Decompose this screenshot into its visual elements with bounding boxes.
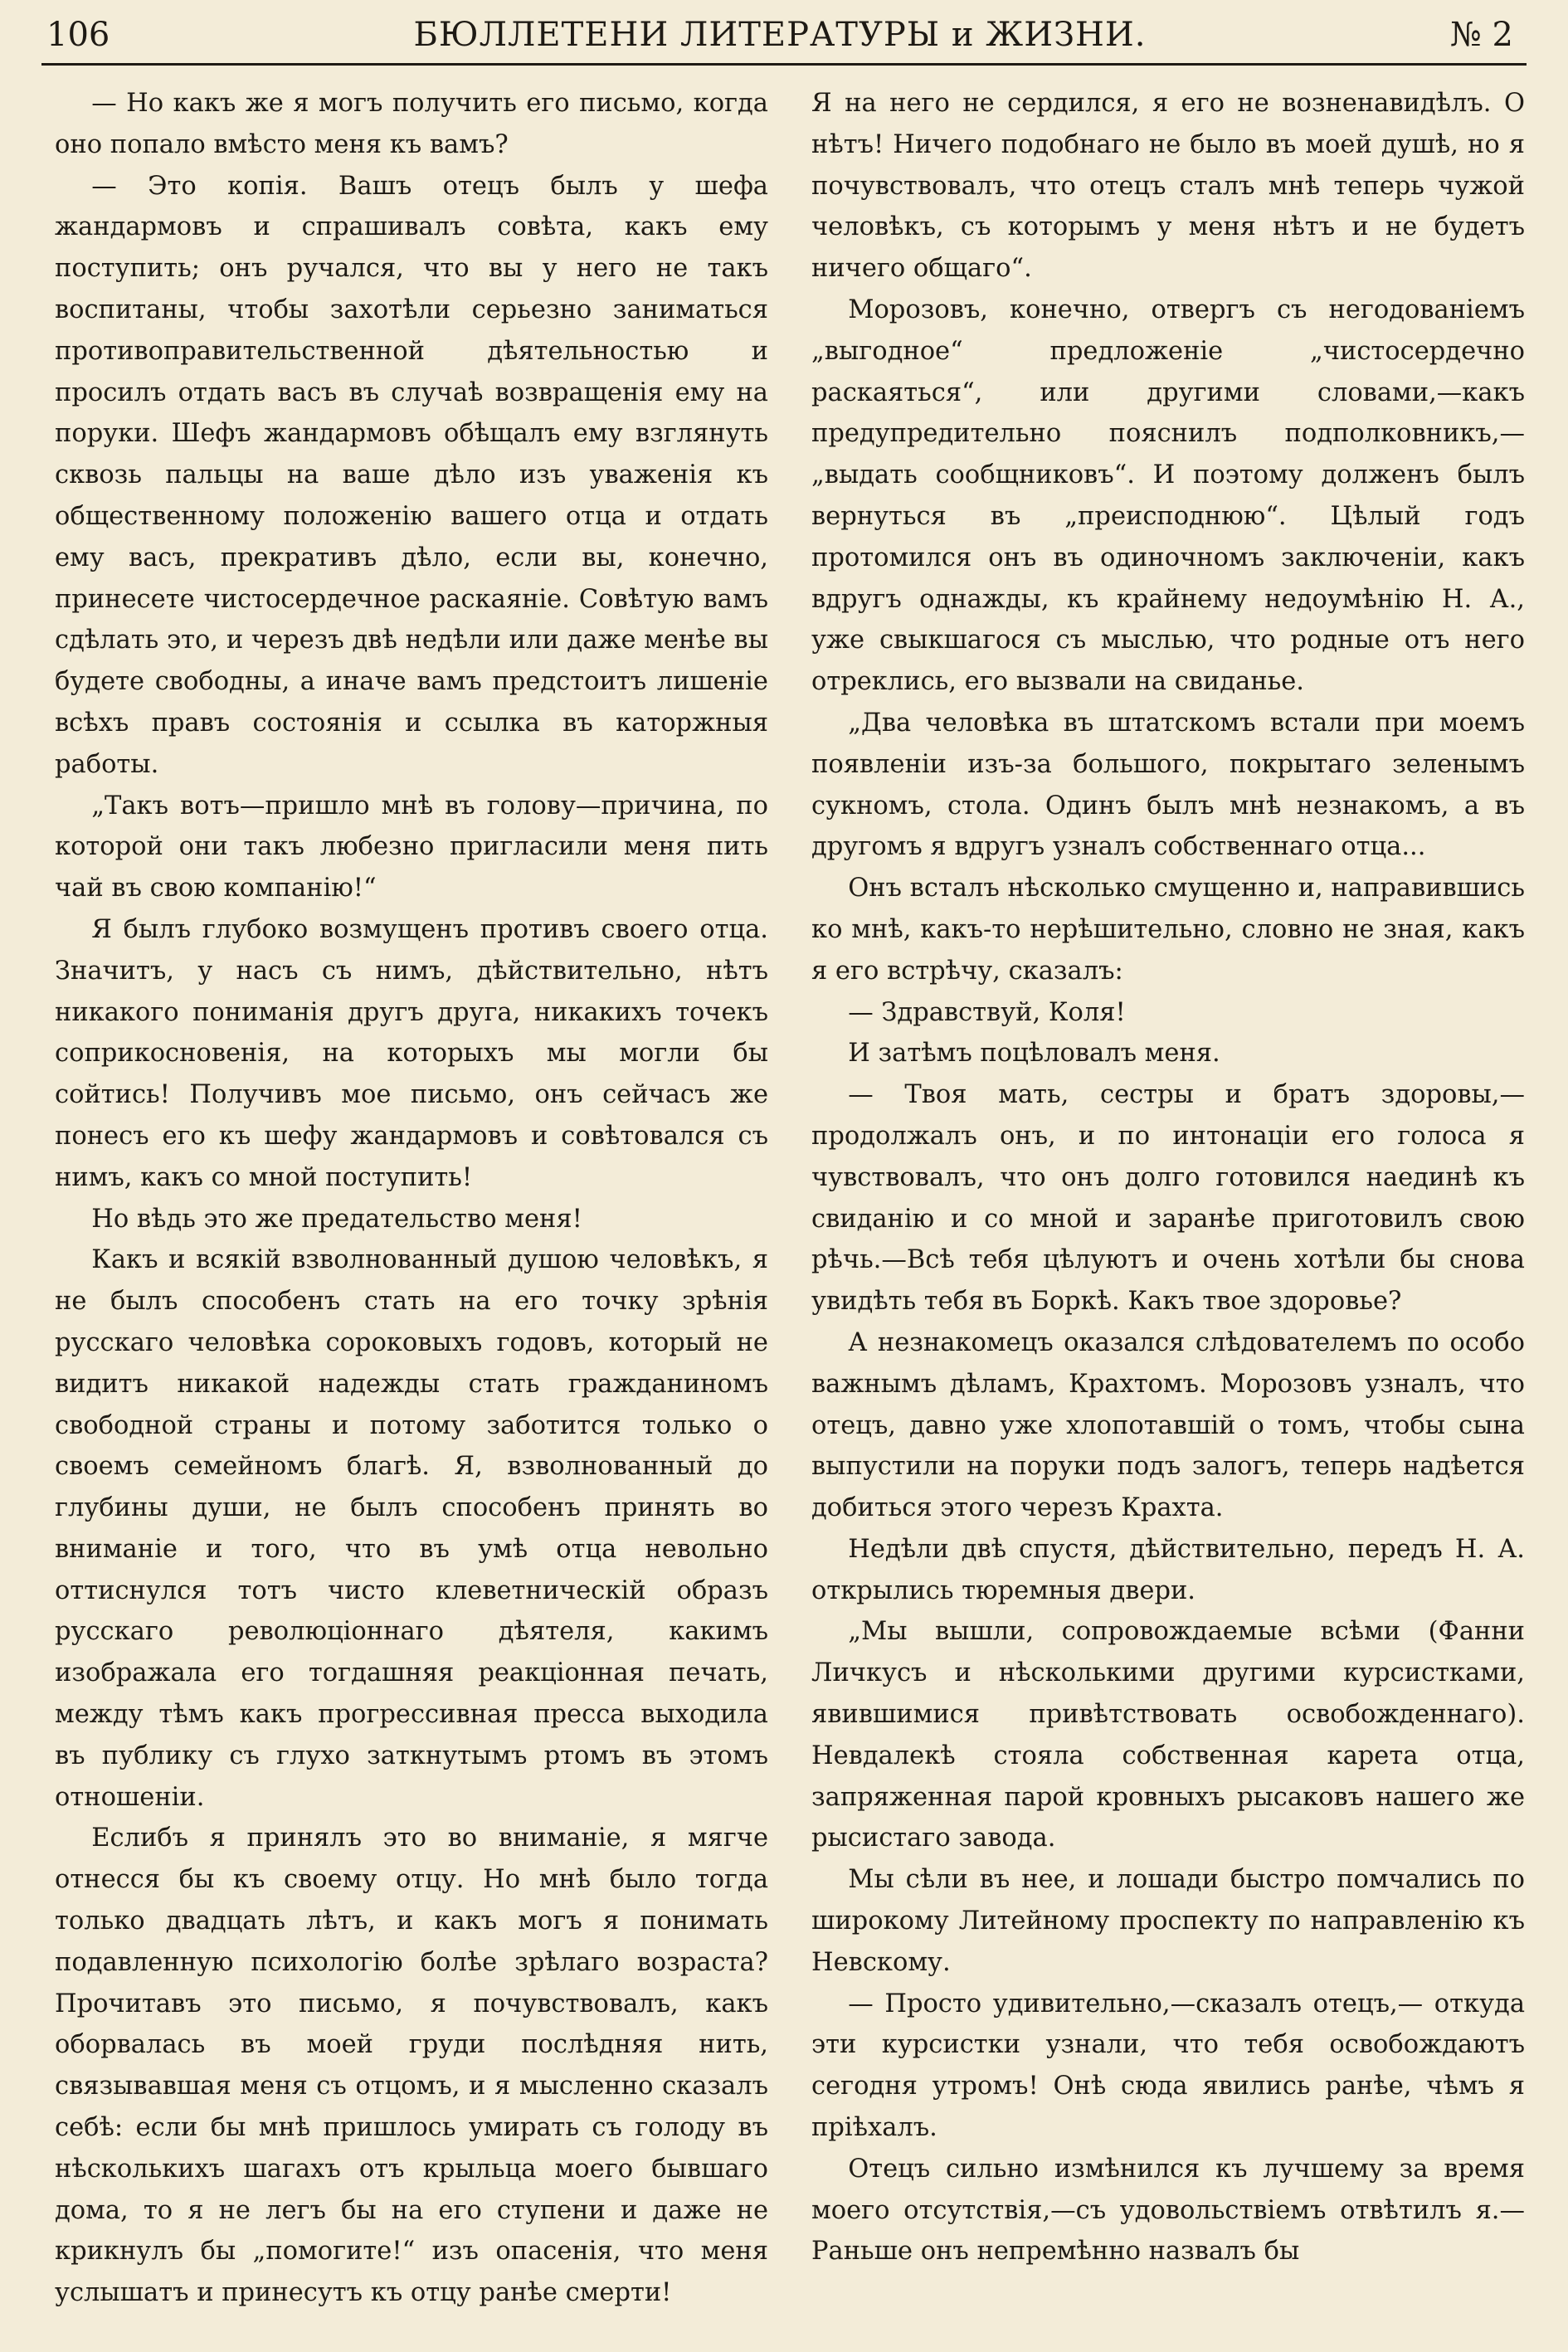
journal-title: БЮЛЛЕТЕНИ ЛИТЕРАТУРЫ и ЖИЗНИ.	[413, 16, 1147, 54]
paragraph: — Твоя мать, сестры и братъ здоровы,— продолжалъ онъ, и по интонаціи его голоса я чувствовалъ, что онъ долго готовился наединѣ къ свиданію и со мной и заранѣе приготовилъ свою рѣчь.—Всѣ тебя цѣлуютъ и очень хотѣли бы снова увидѣть тебя въ Боркѣ. Какъ твое здоровье?	[811, 1080, 1525, 1317]
paragraph: — Но какъ же я могъ получить его письмо, когда оно попало вмѣсто меня къ вамъ?	[55, 89, 768, 159]
paragraph: Мы сѣли въ нее, и лошади быстро помчались по широкому Литейному проспекту по направленію къ Невскому.	[811, 1865, 1525, 1977]
paragraph: Недѣли двѣ спустя, дѣйствительно, передъ Н. А. открылись тюремныя двери.	[811, 1534, 1525, 1605]
page-number: 106	[46, 16, 110, 54]
paragraph: „Мы вышли, сопровождаемые всѣми (Фанни Личкусъ и нѣсколькими другими курсистками, явившимися привѣтствовать освобожденнаго). Невдалекѣ стояла собственная карета отца, запряженная парой кровныхъ рысаковъ нашего же рысистаго завода.	[811, 1617, 1525, 1853]
paragraph: Морозовъ, конечно, отвергъ съ негодованіемъ „выгодное“ предложеніе „чистосердечно раскаяться“, или другими словами,—какъ предупредительно пояснилъ подполковникъ,—„выдать сообщниковъ“. И поэтому долженъ былъ вернуться въ „преисподнюю“. Цѣлый годъ протомился онъ въ одиночномъ заключеніи, какъ вдругъ однажды, къ крайнему недоумѣнію Н. А., уже свыкшагося съ мыслью, что родные отъ него отреклись, его вызвали на свиданье.	[811, 295, 1525, 697]
paragraph: — Просто удивительно,—сказалъ отецъ,— откуда эти курсистки узнали, что тебя освобождаютъ сегодня утромъ! Онѣ сюда явились ранѣе, чѣмъ я пріѣхалъ.	[811, 1989, 1525, 2143]
paragraph: Но вѣдь это же предательство меня!	[91, 1204, 582, 1234]
paragraph: Еслибъ я принялъ это во вниманіе, я мягче отнесся бы къ своему отцу. Но мнѣ было тогда только двадцать лѣтъ, и какъ могъ я понимать подавленную психологію болѣе зрѣлаго возраста? Прочитавъ это письмо, я почувствовалъ, какъ оборвалась въ моей груди послѣдняя нить, связывавшая меня съ отцомъ, и я мысленно сказалъ себѣ: если бы мнѣ пришлось умирать съ голоду въ нѣсколькихъ шагахъ отъ крыльца моего бывшаго дома, то я не легъ бы на его ступени и даже не крикнулъ бы „помогите!“ изъ опасенія, что меня услышатъ и принесутъ къ отцу ранѣе смерти!	[55, 1824, 768, 2308]
paragraph: Онъ всталъ нѣсколько смущенно и, направившись ко мнѣ, какъ-то нерѣшительно, словно не зная, какъ я его встрѣчу, сказалъ:	[811, 874, 1525, 986]
paragraph: „Два человѣка въ штатскомъ встали при моемъ появленіи изъ-за большого, покрытаго зеленымъ сукномъ, стола. Одинъ былъ мнѣ незнакомъ, а въ другомъ я вдругъ узналъ собственнаго отца...	[811, 708, 1525, 862]
paragraph: А незнакомецъ оказался слѣдователемъ по особо важнымъ дѣламъ, Крахтомъ. Морозовъ узналъ, что отецъ, давно уже хлопотавшій о томъ, чтобы сына выпустили на поруки подъ залогъ, теперь надѣется добиться этого черезъ Крахта.	[811, 1327, 1525, 1523]
paragraph: Я на него не сердился, я его не возненавидѣлъ. О нѣтъ! Ничего подобнаго не было въ моей душѣ, но я почувствовалъ, что отецъ сталъ мнѣ теперь чужой человѣкъ, съ которымъ у меня нѣтъ и не будетъ ничего общаго“.	[811, 89, 1525, 284]
issue-number: № 2	[1449, 16, 1513, 54]
paragraph: Какъ и всякій взволнованный душою человѣкъ, я не былъ способенъ стать на его точку зрѣнія русскаго человѣка сороковыхъ годовъ, который не видитъ никакой надежды стать гражданиномъ свободной страны и потому заботится только о своемъ семейномъ благѣ. Я, взволнованный до глубины души, не былъ способенъ принять во вниманіе и того, что въ умѣ отца невольно оттиснулся тотъ чисто клеветническій образъ русскаго революціоннаго дѣятеля, какимъ изображала его тогдашняя реакціонная печать, между тѣмъ какъ прогрессивная пресса выходила въ публику съ глухо заткнутымъ ртомъ въ этомъ отношеніи.	[55, 1245, 768, 1812]
right-column	[811, 83, 1525, 2327]
left-column	[55, 83, 768, 2327]
paragraph: Я былъ глубоко возмущенъ противъ своего отца. Значитъ, у насъ съ нимъ, дѣйствительно, нѣтъ никакого пониманія другъ друга, никакихъ точекъ соприкосновенія, на которыхъ мы могли бы сойтись! Получивъ мое письмо, онъ сейчасъ же понесъ его къ шефу жандармовъ и совѣтовался съ нимъ, какъ со мной поступить!	[55, 914, 768, 1192]
running-header	[46, 12, 1513, 58]
paragraph: — Это копія. Вашъ отецъ былъ у шефа жандармовъ и спрашивалъ совѣта, какъ ему поступить; онъ ручался, что вы у него не такъ воспитаны, чтобы захотѣли серьезно заниматься противоправительственной дѣятельностью и просилъ отдать васъ въ случаѣ возвращенія ему на поруки. Шефъ жандармовъ обѣщалъ ему взглянуть сквозь пальцы на ваше дѣло изъ уваженія къ общественному положенію вашего отца и отдать ему васъ, прекративъ дѣло, если вы, конечно, принесете чистосердечное раскаяніе. Совѣтую вамъ сдѣлать это, и черезъ двѣ недѣли или даже менѣе вы будете свободны, а иначе вамъ предстоитъ лишеніе всѣхъ правъ состоянія и ссылка въ каторжныя работы.	[55, 171, 768, 779]
paragraph: Отецъ сильно измѣнился къ лучшему за время моего отсутствія,—съ удовольствіемъ отвѣтилъ я.—Раньше онъ непремѣнно назвалъ бы	[811, 2154, 1525, 2267]
paragraph: „Такъ вотъ—пришло мнѣ въ голову—причина, по которой они такъ любезно пригласили меня пить чай въ свою компанію!“	[55, 791, 768, 903]
header-rule	[41, 63, 1527, 66]
paragraph: — Здравствуй, Коля!	[848, 997, 1126, 1027]
paragraph: И затѣмъ поцѣловалъ меня.	[848, 1039, 1220, 1069]
